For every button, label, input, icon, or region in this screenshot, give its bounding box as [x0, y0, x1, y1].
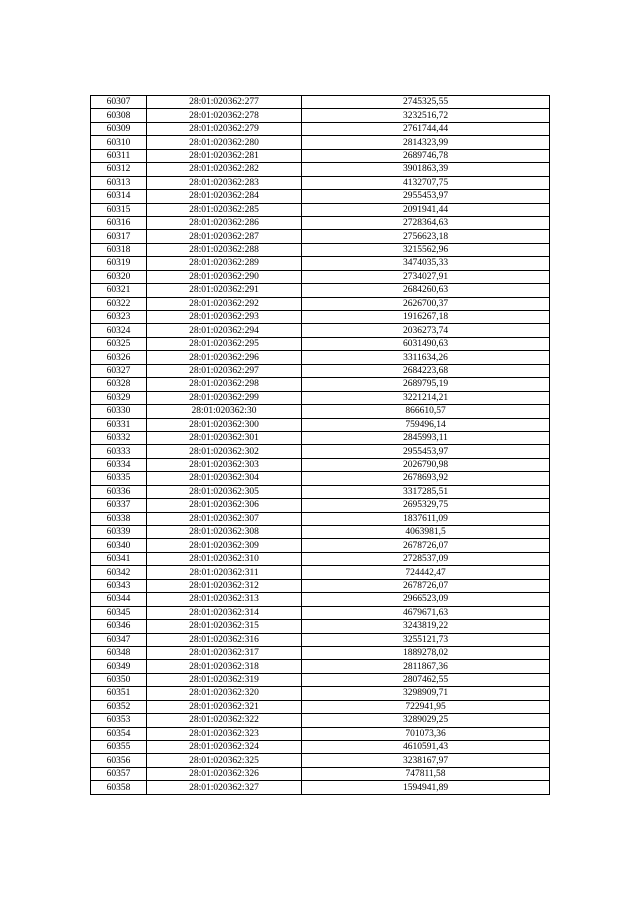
table-row [91, 499, 550, 512]
table-row [91, 485, 550, 498]
cadastral-number-cell: 28:01:020362:327 [147, 781, 302, 794]
cadastral-number-cell: 28:01:020362:302 [147, 445, 302, 458]
value-cell: 3298909,71 [302, 687, 550, 700]
value-cell: 2091941,44 [302, 203, 550, 216]
value-cell: 2745325,55 [302, 96, 550, 109]
row-number-cell: 60341 [91, 552, 147, 565]
row-number-cell: 60355 [91, 741, 147, 754]
cadastral-number-cell: 28:01:020362:294 [147, 324, 302, 337]
value-cell: 3474035,33 [302, 257, 550, 270]
row-number-cell: 60330 [91, 405, 147, 418]
table-row [91, 284, 550, 297]
value-cell: 4063981,5 [302, 526, 550, 539]
row-number-cell: 60320 [91, 270, 147, 283]
cadastral-number-cell: 28:01:020362:296 [147, 351, 302, 364]
row-number-cell: 60307 [91, 96, 147, 109]
value-cell: 2728364,63 [302, 216, 550, 229]
table-row [91, 526, 550, 539]
row-number-cell: 60357 [91, 767, 147, 780]
value-cell: 2728537,09 [302, 552, 550, 565]
row-number-cell: 60314 [91, 190, 147, 203]
cadastral-number-cell: 28:01:020362:30 [147, 405, 302, 418]
value-cell: 2845993,11 [302, 431, 550, 444]
value-cell: 866610,57 [302, 405, 550, 418]
cadastral-number-cell: 28:01:020362:290 [147, 270, 302, 283]
value-cell: 3289029,25 [302, 714, 550, 727]
cadastral-number-cell: 28:01:020362:319 [147, 673, 302, 686]
row-number-cell: 60333 [91, 445, 147, 458]
table-row [91, 593, 550, 606]
value-cell: 2955453,97 [302, 445, 550, 458]
row-number-cell: 60344 [91, 593, 147, 606]
cadastral-number-cell: 28:01:020362:299 [147, 391, 302, 404]
row-number-cell: 60350 [91, 673, 147, 686]
cadastral-number-cell: 28:01:020362:312 [147, 579, 302, 592]
table-row [91, 109, 550, 122]
table-row [91, 633, 550, 646]
cadastral-number-cell: 28:01:020362:283 [147, 176, 302, 189]
row-number-cell: 60315 [91, 203, 147, 216]
value-cell: 2678726,07 [302, 579, 550, 592]
value-cell: 2026790,98 [302, 458, 550, 471]
cadastral-number-cell: 28:01:020362:316 [147, 633, 302, 646]
row-number-cell: 60349 [91, 660, 147, 673]
cadastral-number-cell: 28:01:020362:297 [147, 364, 302, 377]
table-row [91, 297, 550, 310]
row-number-cell: 60325 [91, 337, 147, 350]
value-cell: 3215562,96 [302, 243, 550, 256]
row-number-cell: 60318 [91, 243, 147, 256]
table-row [91, 190, 550, 203]
table-row [91, 606, 550, 619]
cadastral-number-cell: 28:01:020362:317 [147, 646, 302, 659]
table-row [91, 714, 550, 727]
cadastral-number-cell: 28:01:020362:324 [147, 741, 302, 754]
value-cell: 4132707,75 [302, 176, 550, 189]
value-cell: 2955453,97 [302, 190, 550, 203]
cadastral-number-cell: 28:01:020362:310 [147, 552, 302, 565]
table-row [91, 566, 550, 579]
row-number-cell: 60329 [91, 391, 147, 404]
row-number-cell: 60337 [91, 499, 147, 512]
value-cell: 4679671,63 [302, 606, 550, 619]
row-number-cell: 60321 [91, 284, 147, 297]
table-row [91, 149, 550, 162]
cadastral-number-cell: 28:01:020362:323 [147, 727, 302, 740]
row-number-cell: 60348 [91, 646, 147, 659]
table-row [91, 364, 550, 377]
value-cell: 2678726,07 [302, 539, 550, 552]
cadastral-number-cell: 28:01:020362:321 [147, 700, 302, 713]
row-number-cell: 60308 [91, 109, 147, 122]
value-cell: 1889278,02 [302, 646, 550, 659]
value-cell: 724442,47 [302, 566, 550, 579]
value-cell: 2966523,09 [302, 593, 550, 606]
value-cell: 2678693,92 [302, 472, 550, 485]
cadastral-number-cell: 28:01:020362:277 [147, 96, 302, 109]
cadastral-number-cell: 28:01:020362:320 [147, 687, 302, 700]
value-cell: 2684260,63 [302, 284, 550, 297]
row-number-cell: 60317 [91, 230, 147, 243]
table-row [91, 512, 550, 525]
row-number-cell: 60323 [91, 311, 147, 324]
cadastral-number-cell: 28:01:020362:313 [147, 593, 302, 606]
cadastral-number-cell: 28:01:020362:279 [147, 122, 302, 135]
cadastral-number-cell: 28:01:020362:326 [147, 767, 302, 780]
value-cell: 701073,36 [302, 727, 550, 740]
cadastral-number-cell: 28:01:020362:311 [147, 566, 302, 579]
row-number-cell: 60346 [91, 620, 147, 633]
table-row [91, 270, 550, 283]
table-row [91, 176, 550, 189]
table-row [91, 378, 550, 391]
cadastral-number-cell: 28:01:020362:304 [147, 472, 302, 485]
cadastral-number-cell: 28:01:020362:280 [147, 136, 302, 149]
cadastral-number-cell: 28:01:020362:288 [147, 243, 302, 256]
row-number-cell: 60310 [91, 136, 147, 149]
value-cell: 759496,14 [302, 418, 550, 431]
value-cell: 3232516,72 [302, 109, 550, 122]
cadastral-number-cell: 28:01:020362:278 [147, 109, 302, 122]
cadastral-number-cell: 28:01:020362:298 [147, 378, 302, 391]
table-row [91, 216, 550, 229]
table-row [91, 646, 550, 659]
cadastral-number-cell: 28:01:020362:282 [147, 163, 302, 176]
value-cell: 3255121,73 [302, 633, 550, 646]
cadastral-number-cell: 28:01:020362:305 [147, 485, 302, 498]
row-number-cell: 60324 [91, 324, 147, 337]
cadastral-number-cell: 28:01:020362:301 [147, 431, 302, 444]
table-row [91, 767, 550, 780]
cadastral-number-cell: 28:01:020362:322 [147, 714, 302, 727]
cadastral-number-cell: 28:01:020362:287 [147, 230, 302, 243]
row-number-cell: 60309 [91, 122, 147, 135]
cadastral-number-cell: 28:01:020362:281 [147, 149, 302, 162]
cadastral-number-cell: 28:01:020362:293 [147, 311, 302, 324]
cadastral-number-cell: 28:01:020362:291 [147, 284, 302, 297]
row-number-cell: 60351 [91, 687, 147, 700]
value-cell: 2811867,36 [302, 660, 550, 673]
value-cell: 2695329,75 [302, 499, 550, 512]
row-number-cell: 60352 [91, 700, 147, 713]
table-row [91, 727, 550, 740]
table-row [91, 96, 550, 109]
value-cell: 722941,95 [302, 700, 550, 713]
row-number-cell: 60332 [91, 431, 147, 444]
value-cell: 2036273,74 [302, 324, 550, 337]
row-number-cell: 60342 [91, 566, 147, 579]
table-row [91, 243, 550, 256]
row-number-cell: 60347 [91, 633, 147, 646]
row-number-cell: 60312 [91, 163, 147, 176]
table-row [91, 660, 550, 673]
table-row [91, 351, 550, 364]
table-row [91, 337, 550, 350]
value-cell: 2626700,37 [302, 297, 550, 310]
value-cell: 2761744,44 [302, 122, 550, 135]
value-cell: 3317285,51 [302, 485, 550, 498]
cadastral-number-cell: 28:01:020362:309 [147, 539, 302, 552]
table-row [91, 203, 550, 216]
table-row [91, 324, 550, 337]
table-row [91, 431, 550, 444]
row-number-cell: 60343 [91, 579, 147, 592]
cadastral-number-cell: 28:01:020362:295 [147, 337, 302, 350]
value-cell: 4610591,43 [302, 741, 550, 754]
value-cell: 6031490,63 [302, 337, 550, 350]
row-number-cell: 60316 [91, 216, 147, 229]
table-row [91, 552, 550, 565]
row-number-cell: 60328 [91, 378, 147, 391]
value-cell: 3243819,22 [302, 620, 550, 633]
table-row [91, 673, 550, 686]
table-row [91, 257, 550, 270]
row-number-cell: 60326 [91, 351, 147, 364]
table-row [91, 405, 550, 418]
row-number-cell: 60354 [91, 727, 147, 740]
row-number-cell: 60319 [91, 257, 147, 270]
table-row [91, 579, 550, 592]
row-number-cell: 60358 [91, 781, 147, 794]
cadastral-number-cell: 28:01:020362:325 [147, 754, 302, 767]
cadastral-number-cell: 28:01:020362:285 [147, 203, 302, 216]
table-row [91, 458, 550, 471]
table-row [91, 539, 550, 552]
table-row [91, 700, 550, 713]
table-row [91, 472, 550, 485]
value-cell: 3221214,21 [302, 391, 550, 404]
row-number-cell: 60327 [91, 364, 147, 377]
value-cell: 1594941,89 [302, 781, 550, 794]
table-row [91, 122, 550, 135]
row-number-cell: 60322 [91, 297, 147, 310]
cadastral-number-cell: 28:01:020362:308 [147, 526, 302, 539]
value-cell: 2734027,91 [302, 270, 550, 283]
row-number-cell: 60331 [91, 418, 147, 431]
table-row [91, 687, 550, 700]
row-number-cell: 60340 [91, 539, 147, 552]
table-row [91, 620, 550, 633]
row-number-cell: 60353 [91, 714, 147, 727]
table-row [91, 391, 550, 404]
value-cell: 1837611,09 [302, 512, 550, 525]
value-cell: 3901863,39 [302, 163, 550, 176]
value-cell: 2814323,99 [302, 136, 550, 149]
row-number-cell: 60356 [91, 754, 147, 767]
row-number-cell: 60334 [91, 458, 147, 471]
cadastral-number-cell: 28:01:020362:289 [147, 257, 302, 270]
table-body [91, 96, 550, 795]
cadastral-number-cell: 28:01:020362:303 [147, 458, 302, 471]
value-cell: 3238167,97 [302, 754, 550, 767]
row-number-cell: 60345 [91, 606, 147, 619]
cadastral-number-cell: 28:01:020362:284 [147, 190, 302, 203]
value-cell: 2689795,19 [302, 378, 550, 391]
row-number-cell: 60338 [91, 512, 147, 525]
value-cell: 2684223,68 [302, 364, 550, 377]
cadastral-number-cell: 28:01:020362:318 [147, 660, 302, 673]
table-row [91, 781, 550, 794]
cadastral-number-cell: 28:01:020362:286 [147, 216, 302, 229]
table-row [91, 136, 550, 149]
table-row [91, 741, 550, 754]
value-cell: 2807462,55 [302, 673, 550, 686]
table-row [91, 418, 550, 431]
cadastral-number-cell: 28:01:020362:306 [147, 499, 302, 512]
value-cell: 1916267,18 [302, 311, 550, 324]
row-number-cell: 60339 [91, 526, 147, 539]
cadastral-number-cell: 28:01:020362:300 [147, 418, 302, 431]
table-row [91, 163, 550, 176]
cadastral-number-cell: 28:01:020362:292 [147, 297, 302, 310]
cadastral-number-cell: 28:01:020362:314 [147, 606, 302, 619]
value-cell: 3311634,26 [302, 351, 550, 364]
row-number-cell: 60311 [91, 149, 147, 162]
cadastral-number-cell: 28:01:020362:307 [147, 512, 302, 525]
table-row [91, 230, 550, 243]
table-row [91, 311, 550, 324]
value-cell: 747811,58 [302, 767, 550, 780]
cadastral-number-cell: 28:01:020362:315 [147, 620, 302, 633]
row-number-cell: 60335 [91, 472, 147, 485]
row-number-cell: 60313 [91, 176, 147, 189]
row-number-cell: 60336 [91, 485, 147, 498]
table-row [91, 754, 550, 767]
data-table [90, 95, 550, 795]
value-cell: 2756623,18 [302, 230, 550, 243]
table-row [91, 445, 550, 458]
value-cell: 2689746,78 [302, 149, 550, 162]
